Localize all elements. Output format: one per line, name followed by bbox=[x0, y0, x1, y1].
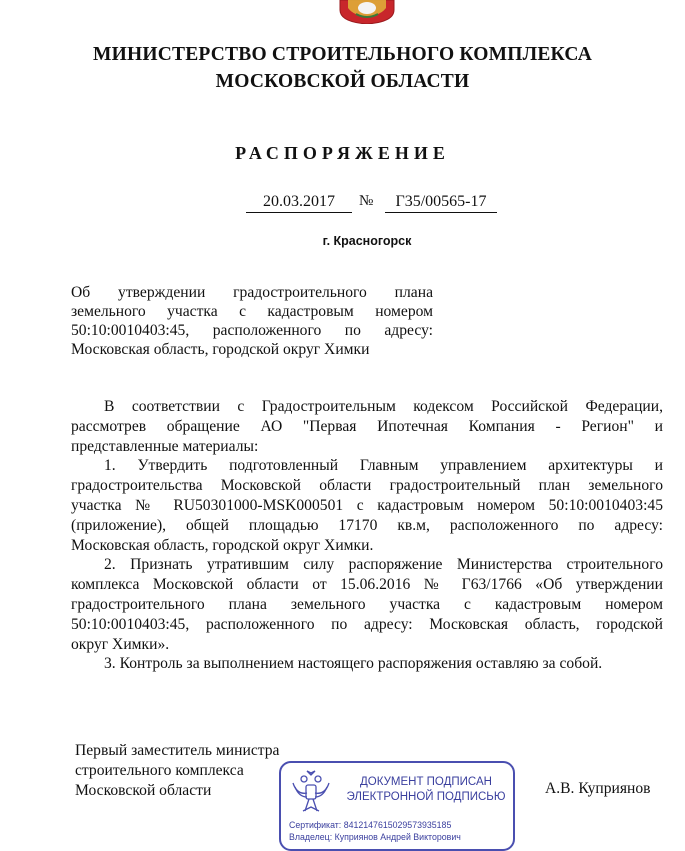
body-line: В соответствии с Градостроительным кодексом Российской Федерации, bbox=[104, 398, 663, 415]
subject-line: земельного участка с кадастровым номером bbox=[71, 303, 433, 320]
body-line: градостроительства Московской области градостроительный план земельного bbox=[71, 477, 663, 495]
body-line: градостроительного плана земельного участка с кадастровым номером bbox=[71, 595, 663, 613]
signatory-position-line: Первый заместитель министра bbox=[75, 742, 280, 759]
document-subject bbox=[71, 283, 433, 359]
subject-line: Об утверждении градостроительного плана bbox=[71, 284, 433, 301]
stamp-owner: Владелец: Куприянов Андрей Викторович bbox=[289, 832, 461, 842]
coat-of-arms-icon bbox=[334, 0, 400, 24]
body-line: представленные материалы: bbox=[71, 437, 259, 455]
stamp-title-line: ДОКУМЕНТ ПОДПИСАН bbox=[360, 776, 492, 788]
stamp-title-line: ЭЛЕКТРОННОЙ ПОДПИСЬЮ bbox=[346, 791, 506, 803]
document-date: 20.03.2017 bbox=[246, 192, 352, 213]
body-line: (приложение), общей площадью 17170 кв.м, расположенного по адресу: bbox=[71, 516, 663, 534]
body-line: округ Химки». bbox=[71, 635, 170, 653]
body-line: Московская область, городской округ Химки. bbox=[71, 536, 374, 554]
document-body bbox=[71, 397, 663, 674]
signatory-name: А.В. Куприянов bbox=[545, 780, 651, 797]
signatory-position bbox=[75, 741, 279, 801]
double-headed-eagle-icon bbox=[289, 769, 333, 815]
body-line: участка № RU50301000-MSK000501 с кадастровым номером 50:10:0010403:45 bbox=[71, 496, 663, 514]
body-line: 1. Утвердить подготовленный Главным управлением архитектуры и bbox=[104, 457, 663, 475]
document-type-title: РАСПОРЯЖЕНИЕ bbox=[235, 143, 450, 163]
body-line: рассмотрев обращение АО "Первая Ипотечная Компания - Регион" и bbox=[71, 417, 663, 435]
document-number: Г35/00565-17 bbox=[385, 192, 497, 213]
number-label: № bbox=[359, 193, 374, 209]
city-label: г. Красногорск bbox=[322, 234, 412, 248]
ministry-name-line2: МОСКОВСКОЙ ОБЛАСТИ bbox=[215, 71, 470, 92]
signatory-position-line: Московской области bbox=[75, 782, 212, 799]
electronic-signature-stamp bbox=[279, 761, 515, 851]
body-line: 50:10:0010403:45, расположенного по адресу: Московская область, городской bbox=[71, 615, 663, 633]
body-line: 2. Признать утратившим силу распоряжение Министерства строительного bbox=[104, 556, 663, 574]
body-line: 3. Контроль за выполнением настоящего распоряжения оставляю за собой. bbox=[104, 655, 603, 673]
stamp-certificate: Сертификат: 8412147615029573935185 bbox=[289, 820, 452, 830]
subject-line: Московская область, городской округ Химки bbox=[71, 341, 370, 358]
signatory-position-line: строительного комплекса bbox=[75, 762, 244, 779]
subject-line: 50:10:0010403:45, расположенного по адресу: bbox=[71, 322, 433, 339]
ministry-name-line1: МИНИСТЕРСТВО СТРОИТЕЛЬНОГО КОМПЛЕКСА bbox=[93, 44, 592, 65]
body-line: комплекса Московской области от 15.06.2016 № Г63/1766 «Об утверждении bbox=[71, 576, 663, 594]
stamp-title bbox=[341, 775, 511, 805]
